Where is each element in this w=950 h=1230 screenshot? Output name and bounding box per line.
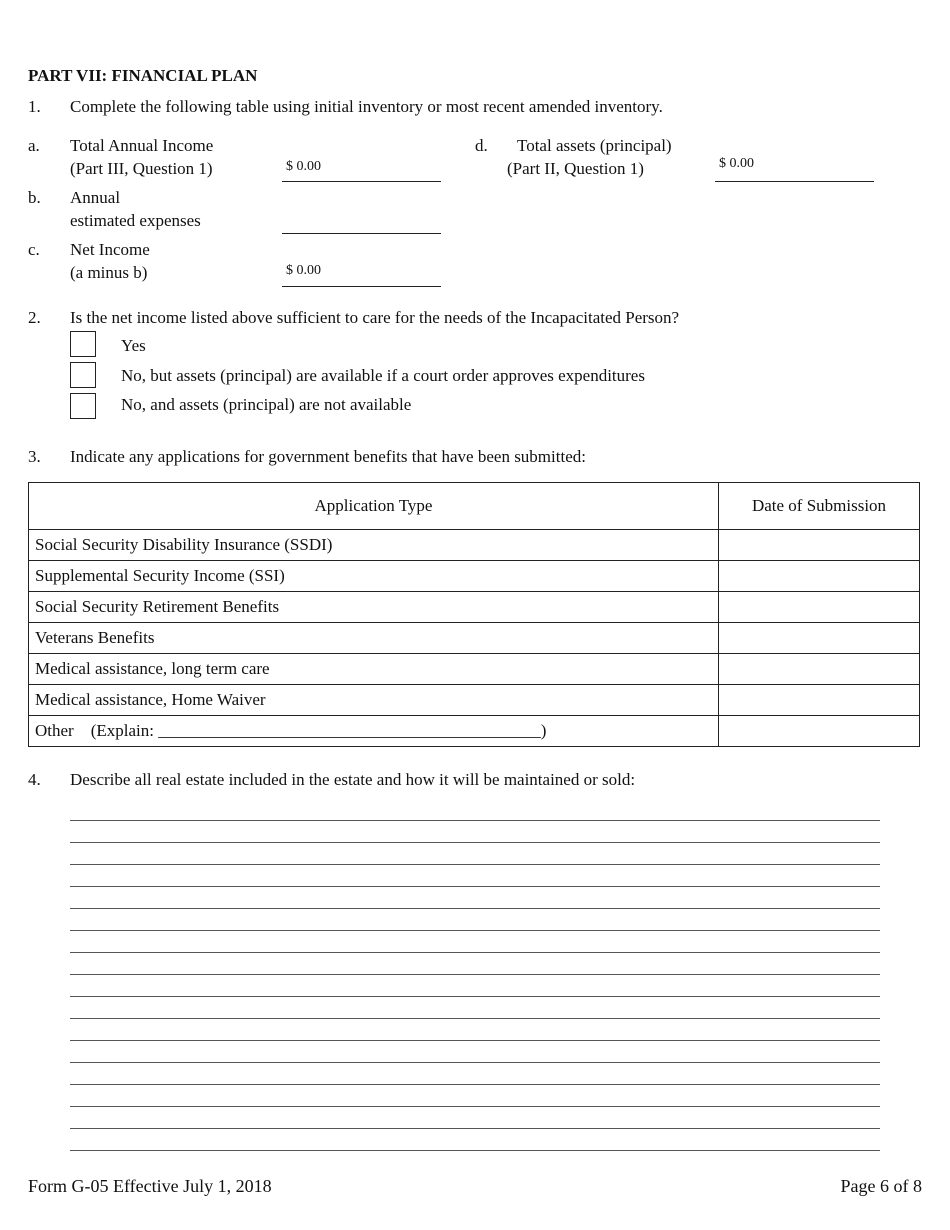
q1c-label-line1: Net Income — [70, 240, 150, 259]
q1c-label-line2: (a minus b) — [70, 263, 148, 282]
no-assets-not-available-label: No, and assets (principal) are not available — [121, 395, 412, 414]
answer-line[interactable] — [70, 1150, 880, 1151]
application-type-cell: Supplemental Security Income (SSI) — [29, 561, 719, 592]
q1a-label-line1: Total Annual Income — [70, 136, 214, 155]
answer-line[interactable] — [70, 1084, 880, 1085]
application-type-cell: Veterans Benefits — [29, 623, 719, 654]
answer-line[interactable] — [70, 974, 880, 975]
answer-line[interactable] — [70, 1128, 880, 1129]
application-type-cell: Medical assistance, Home Waiver — [29, 685, 719, 716]
yes-option-label: Yes — [121, 336, 146, 355]
table-row — [29, 530, 920, 561]
no-assets-not-available-checkbox[interactable] — [70, 393, 96, 419]
q1a-label-line2: (Part III, Question 1) — [70, 159, 213, 178]
answer-line[interactable] — [70, 952, 880, 953]
q3-number: 3. — [28, 447, 41, 466]
q1c-letter: c. — [28, 240, 40, 259]
total-annual-income-value[interactable]: $ 0.00 — [286, 159, 321, 174]
table-row — [29, 561, 920, 592]
q2-number: 2. — [28, 308, 41, 327]
total-assets-field[interactable] — [715, 181, 874, 182]
q1d-label-line1: Total assets (principal) — [517, 136, 672, 155]
answer-line[interactable] — [70, 1040, 880, 1041]
answer-line[interactable] — [70, 864, 880, 865]
q1a-letter: a. — [28, 136, 40, 155]
q1d-letter: d. — [475, 136, 488, 155]
answer-line[interactable] — [70, 908, 880, 909]
q1b-label-line2: estimated expenses — [70, 211, 201, 230]
answer-line[interactable] — [70, 886, 880, 887]
net-income-field[interactable] — [282, 286, 441, 287]
page-number-footer: Page 6 of 8 — [840, 1176, 922, 1196]
benefits-table — [28, 482, 920, 747]
no-assets-available-label: No, but assets (principal) are available if a court order approves expenditures — [121, 366, 645, 385]
date-of-submission-cell[interactable] — [719, 530, 920, 561]
table-row — [29, 685, 920, 716]
table-row — [29, 592, 920, 623]
q4-text: Describe all real estate included in the estate and how it will be maintained or sold: — [70, 770, 636, 789]
q3-text: Indicate any applications for government benefits that have been submitted: — [70, 447, 586, 466]
q1-number: 1. — [28, 97, 41, 116]
answer-line[interactable] — [70, 820, 880, 821]
answer-line[interactable] — [70, 996, 880, 997]
total-assets-value[interactable]: $ 0.00 — [719, 156, 754, 171]
answer-line[interactable] — [70, 930, 880, 931]
q1b-letter: b. — [28, 188, 41, 207]
answer-line[interactable] — [70, 1106, 880, 1107]
table-header-row — [29, 483, 920, 530]
q2-text: Is the net income listed above sufficient to care for the needs of the Incapacitated Person? — [70, 308, 680, 327]
part-title: PART VII: FINANCIAL PLAN — [28, 66, 258, 85]
yes-checkbox[interactable] — [70, 331, 96, 357]
application-type-header: Application Type — [29, 483, 719, 530]
date-of-submission-cell[interactable] — [719, 716, 920, 747]
q1-text: Complete the following table using initial inventory or most recent amended inventory. — [70, 97, 663, 116]
date-of-submission-cell[interactable] — [719, 623, 920, 654]
date-of-submission-cell[interactable] — [719, 592, 920, 623]
answer-line[interactable] — [70, 1018, 880, 1019]
no-assets-available-checkbox[interactable] — [70, 362, 96, 388]
date-of-submission-cell[interactable] — [719, 561, 920, 592]
answer-line[interactable] — [70, 842, 880, 843]
answer-line[interactable] — [70, 1062, 880, 1063]
date-of-submission-header: Date of Submission — [719, 483, 920, 530]
table-row — [29, 716, 920, 747]
date-of-submission-cell[interactable] — [719, 685, 920, 716]
form-id-footer: Form G-05 Effective July 1, 2018 — [28, 1176, 272, 1196]
other-explain-cell[interactable]: Other (Explain: _____________________________________________) — [29, 716, 719, 747]
net-income-value[interactable]: $ 0.00 — [286, 263, 321, 278]
table-row — [29, 654, 920, 685]
table-row — [29, 623, 920, 654]
total-annual-income-field[interactable] — [282, 181, 441, 182]
application-type-cell: Social Security Disability Insurance (SSDI) — [29, 530, 719, 561]
q1b-label-line1: Annual — [70, 188, 121, 207]
q4-number: 4. — [28, 770, 41, 789]
q1d-label-line2: (Part II, Question 1) — [507, 159, 644, 178]
application-type-cell: Medical assistance, long term care — [29, 654, 719, 685]
application-type-cell: Social Security Retirement Benefits — [29, 592, 719, 623]
annual-expenses-field[interactable] — [282, 233, 441, 234]
date-of-submission-cell[interactable] — [719, 654, 920, 685]
